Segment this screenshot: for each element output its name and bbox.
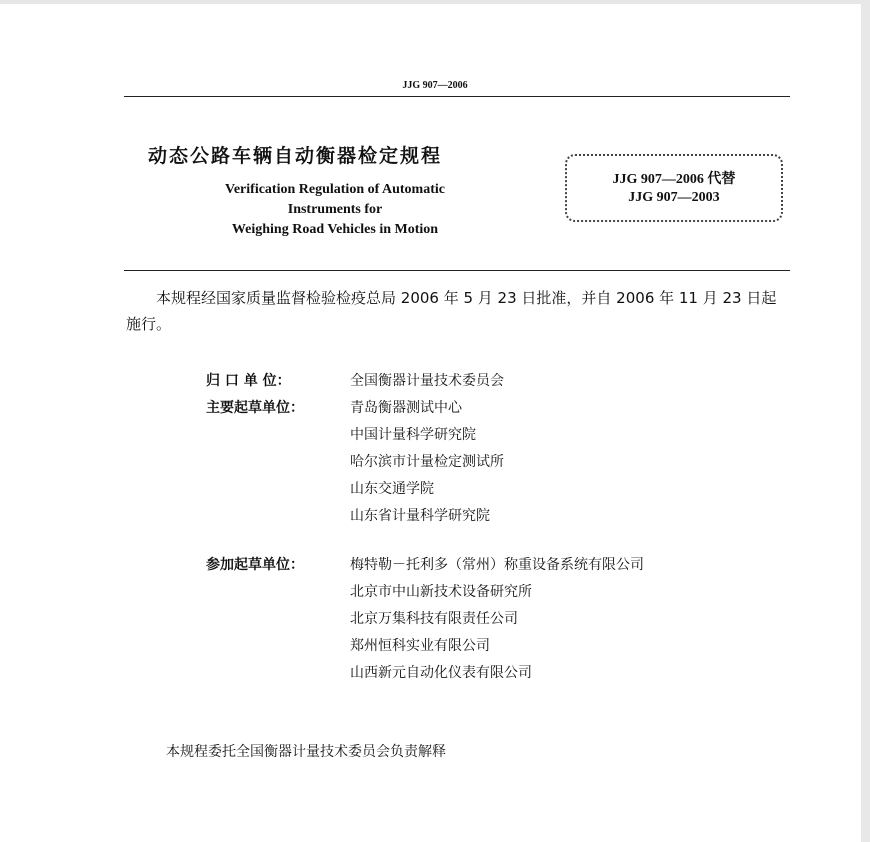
title-chinese: 动态公路车辆自动衡器检定规程 [148,145,443,167]
interpretation-note: 本规程委托全国衡器计量技术委员会负责解释 [166,744,446,760]
main-drafting-unit: 中国计量科学研究院 [350,427,476,443]
header-code: JJG 907—2006 [402,80,468,91]
header-rule [124,96,790,97]
guikou-value: 全国衡器计量技术委员会 [350,373,504,389]
main-drafting-label: 主要起草单位： [206,400,304,416]
participating-unit: 郑州恒科实业有限公司 [350,638,490,654]
participating-label: 参加起草单位： [206,557,304,573]
scan-edge-right [861,0,870,842]
approval-paragraph: 本规程经国家质量监督检验检疫总局 2006 年 5 月 23 日批准，并自 2006 年 11 月 23 日起施行。 [126,289,777,333]
main-drafting-unit: 哈尔滨市计量检定测试所 [350,454,504,470]
replacement-line-1: JJG 907—2006 代替 [612,172,736,187]
participating-unit: 北京市中山新技术设备研究所 [350,584,532,600]
main-drafting-unit: 山东交通学院 [350,481,434,497]
title-english-line-1: Verification Regulation of Automatic [225,182,445,197]
participating-unit: 梅特勒－托利多（常州）称重设备系统有限公司 [350,557,644,573]
title-rule [124,270,790,271]
title-english-line-2: Instruments for [287,202,383,217]
scan-edge-top [0,0,870,4]
participating-unit: 山西新元自动化仪表有限公司 [350,665,532,681]
participating-unit: 北京万集科技有限责任公司 [350,611,518,627]
replacement-box [565,154,783,222]
title-english-line-3: Weighing Road Vehicles in Motion [231,222,439,237]
title-english [160,180,510,240]
main-drafting-unit: 山东省计量科学研究院 [350,508,490,524]
guikou-label: 归 口 单 位： [206,373,291,389]
main-drafting-unit: 青岛衡器测试中心 [350,400,462,416]
replacement-line-2: JJG 907—2003 [628,190,720,205]
